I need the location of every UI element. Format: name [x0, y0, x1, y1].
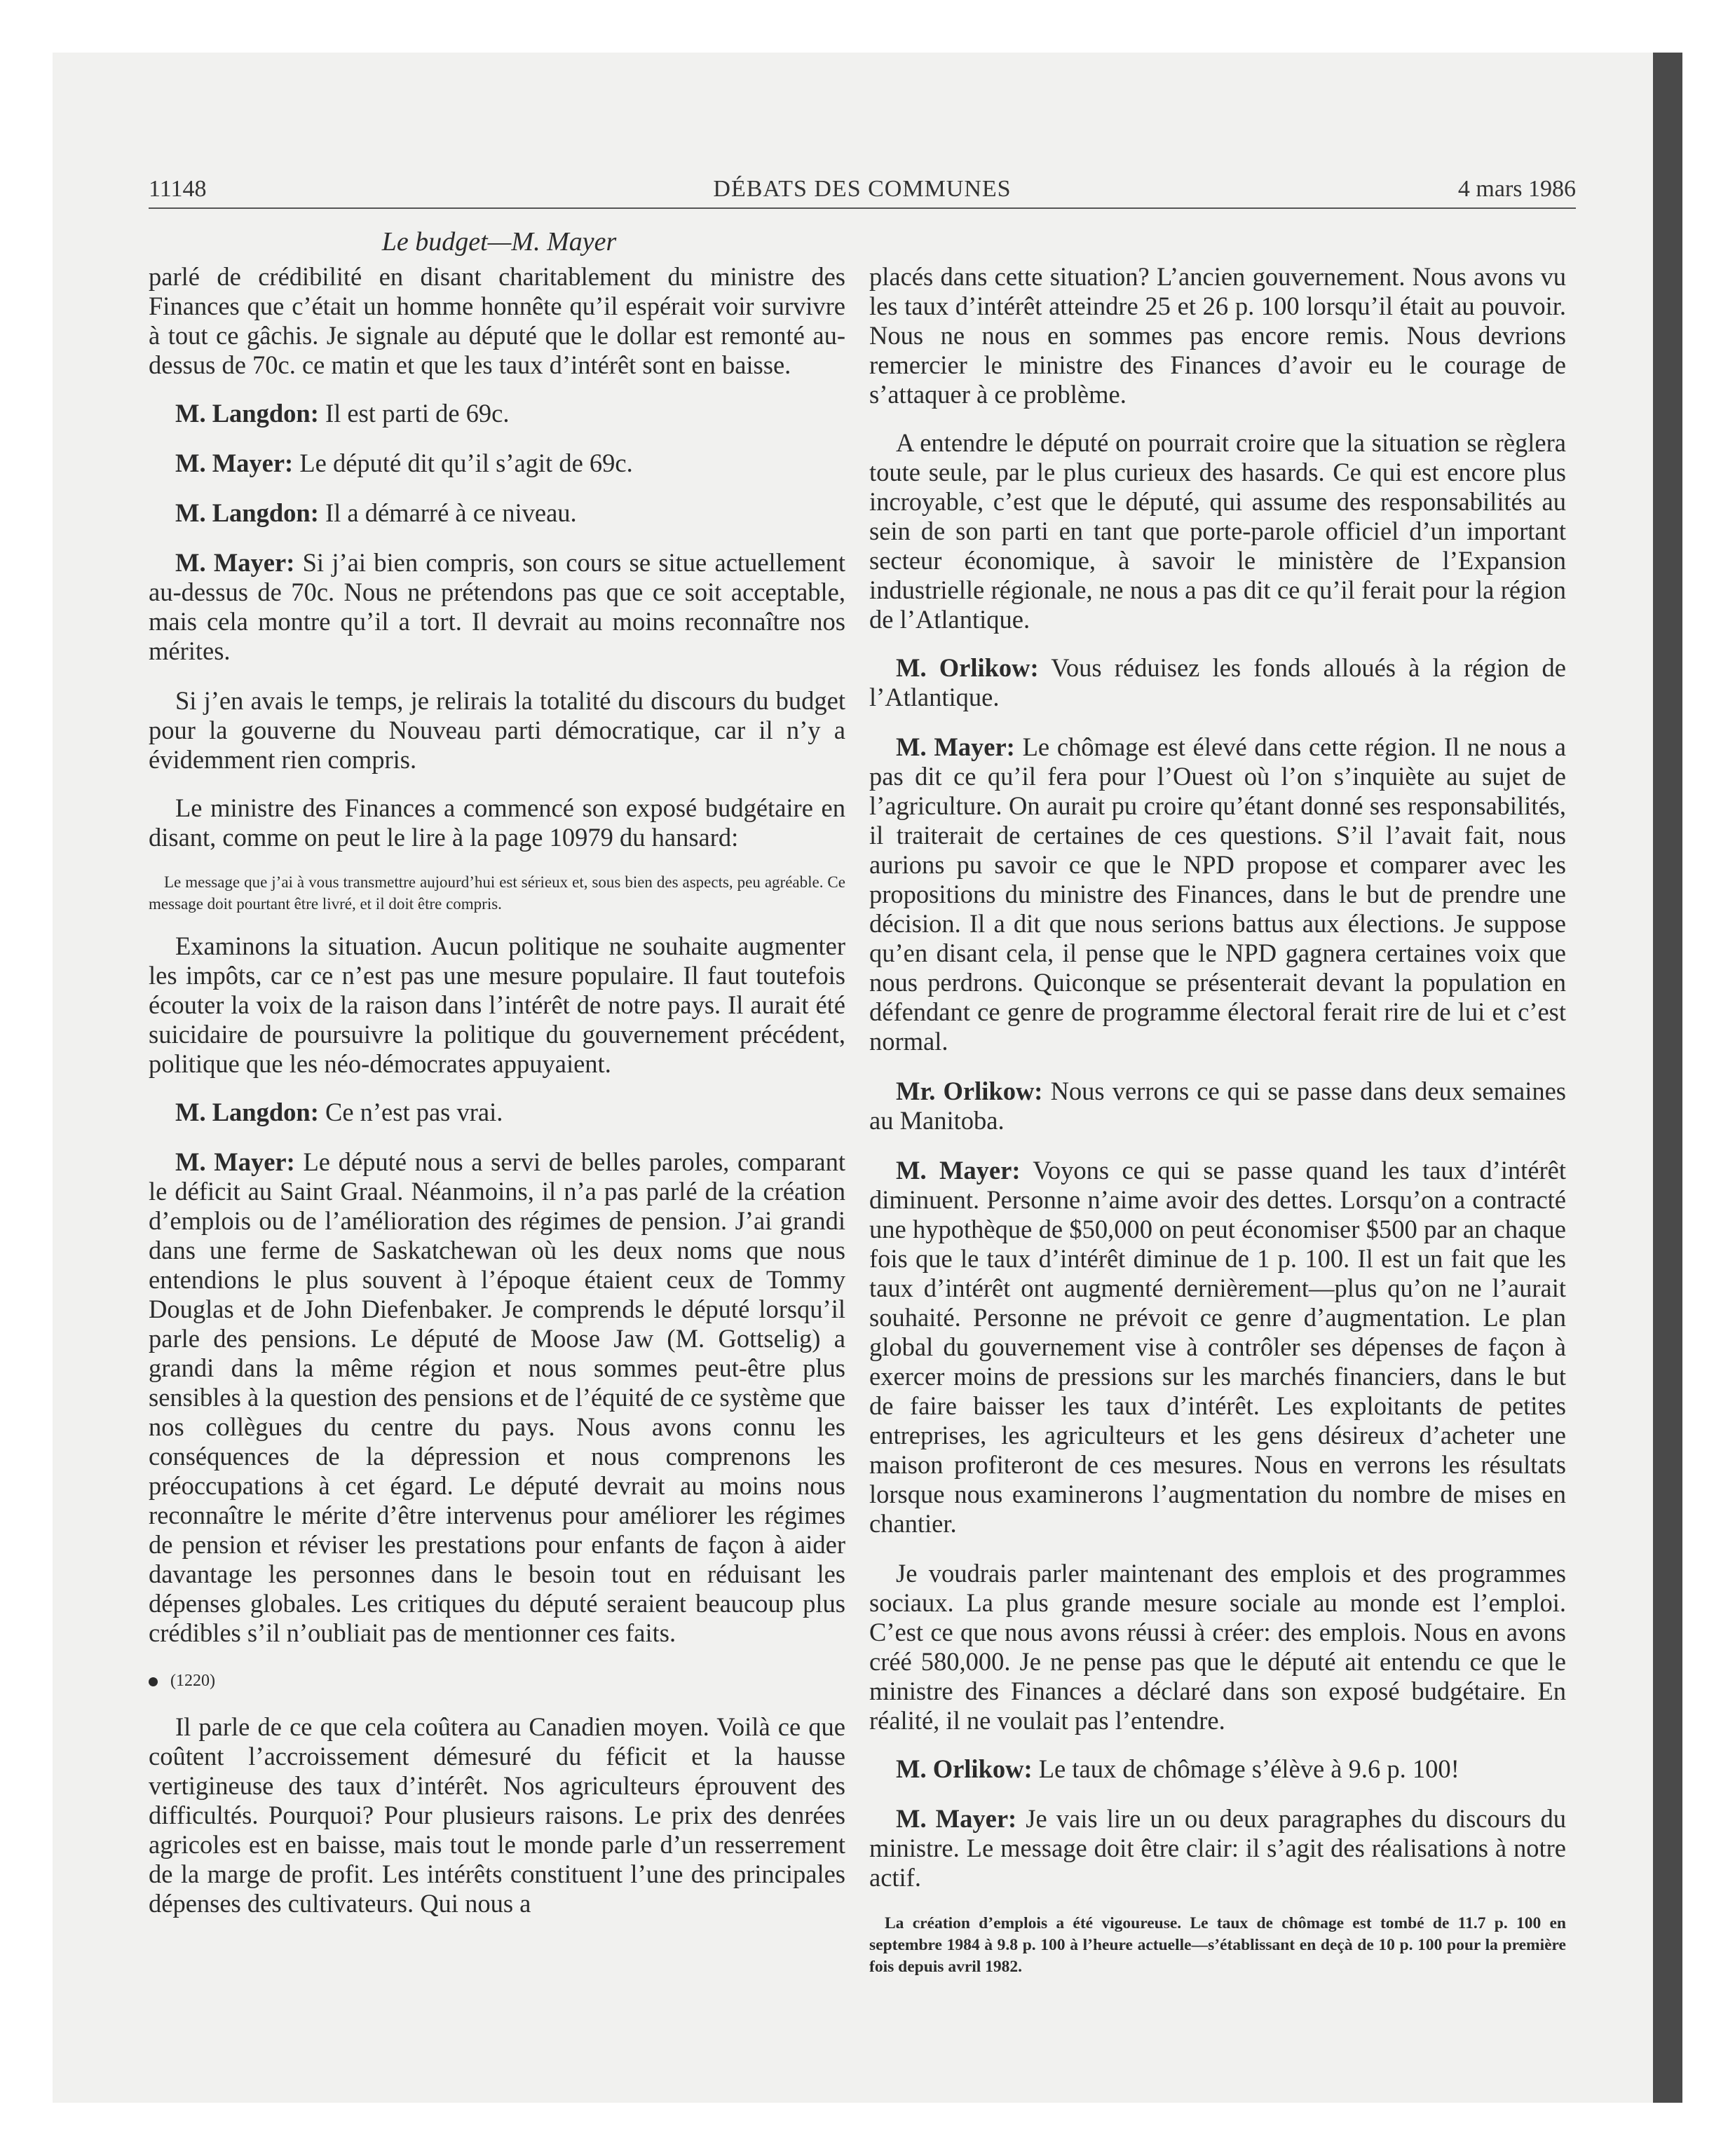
speech-text: Le député nous a servi de belles paroles, comparant le déficit au Saint Graal. Néanmoins, il n’a pas parlé de la création d’emplois ou de l’amélioration des régimes de pension. J’ai grandi dans une ferme de Saskatchewan où les deux noms que nous entendions le plus souvent à l’époque étaient ceux de Tommy Douglas et de John Diefenbaker. Je comprends le député lorsqu’il parle des pensions. Le député de Moose Jaw (M. Gottselig) a grandi dans la même région et nous sommes peut-être plus sensibles à la question des pensions et de l’équité de ce système que nos collègues du centre du pays. Nous avons connu les conséquences de la dépression et nous comprenons les préoccupations à cet égard. Le député devrait au moins nous reconnaître le mérite d’être intervenus pour améliorer les régimes de pension et réviser les prestations pour enfants de façon à aider davantage les personnes dans le besoin tout en réduisant les dépenses globales. Les critiques du député seraient beaucoup plus crédibles s’il n’oubliait pas de mentionner ces faits.	[149, 1147, 845, 1647]
paragraph: parlé de crédibilité en disant charitablement du ministre des Finances que c’était un homme honnête qu’il espérait voir survivre à tout ce gâchis. Je signale au député que le dollar est remonté au-dessus de 70c. ce matin et que les taux d’intérêt sont en baisse.	[149, 262, 845, 379]
speech	[149, 1098, 845, 1127]
publication-title: DÉBATS DES COMMUNES	[713, 176, 1012, 202]
speech-text: Le taux de chômage s’élève à 9.6 p. 100!	[1032, 1754, 1460, 1783]
paragraph: Examinons la situation. Aucun politique ne souhaite augmenter les impôts, car ce n’est pas une mesure populaire. Il faut toutefois écouter la voix de la raison dans l’intérêt de notre pays. Il aurait été suicidaire de poursuivre la politique du gouvernement précédent, politique que les néo-démocrates appuyaient.	[149, 932, 845, 1078]
page-header	[149, 171, 1576, 209]
page-edge-shadow	[1653, 53, 1682, 2103]
speech	[149, 548, 845, 666]
speech-text: Il est parti de 69c.	[318, 399, 510, 428]
paragraph: Il parle de ce que cela coûtera au Canadien moyen. Voilà ce que coûtent l’accroissement démesuré du féficit et la hausse vertigineuse des taux d’intérêt. Nos agriculteurs éprouvent des difficultés. Pourquoi? Pour plusieurs raisons. Le prix des denrées agricoles est en baisse, mais tout le monde parle d’un resserrement de la marge de profit. Les intérêts constituent l’une des principales dépenses des cultivateurs. Qui nous a	[149, 1712, 845, 1918]
speech-text: Le député dit qu’il s’agit de 69c.	[293, 449, 633, 477]
page-date: 4 mars 1986	[1457, 176, 1576, 202]
paragraph: Je voudrais parler maintenant des emplois et des programmes sociaux. La plus grande mesure sociale au monde est l’emploi. C’est ce que nous avons réussi à créer: des emplois. Nous en avons créé 580,000. Je ne pense pas que le député ait entendu ce que le ministre des Finances a déclaré dans son exposé budgétaire. En réalité, il ne voulait pas l’entendre.	[869, 1559, 1566, 1735]
speaker-name: M. Mayer:	[896, 1156, 1021, 1185]
speaker-name: M. Langdon:	[175, 498, 319, 527]
speech	[869, 1077, 1566, 1135]
paragraph: placés dans cette situation? L’ancien gouvernement. Nous avons vu les taux d’intérêt atteindre 25 et 26 p. 100 lorsqu’il était au pouvoir. Nous ne nous en sommes pas encore remis. Nous devrions remercier le ministre des Finances d’avoir eu le courage de s’attaquer à ce problème.	[869, 262, 1566, 409]
speech-text: Vous réduisez les fonds alloués à la région de l’Atlantique.	[869, 653, 1566, 711]
speech	[869, 1156, 1566, 1538]
time-marker	[149, 1670, 845, 1691]
speech-text: Ce n’est pas vrai.	[318, 1098, 503, 1126]
running-head: Le budget—M. Mayer	[381, 227, 617, 257]
paragraph: Le ministre des Finances a commencé son exposé budgétaire en disant, comme on peut le lire à la page 10979 du hansard:	[149, 793, 845, 852]
speech	[869, 653, 1566, 712]
block-quote: La création d’emplois a été vigoureuse. Le taux de chômage est tombé de 11.7 p. 100 en septembre 1984 à 9.8 p. 100 à l’heure actuelle—s’établissant en deçà de 10 p. 100 pour la première fois depuis avril 1982.	[869, 1914, 1566, 1976]
block-quote: Le message que j’ai à vous transmettre aujourd’hui est sérieux et, sous bien des aspects, peu agréable. Ce message doit pourtant être livré, et il doit être compris.	[149, 873, 845, 913]
speaker-name: M. Langdon:	[175, 1098, 319, 1126]
bullet-icon	[149, 1677, 158, 1686]
speech	[149, 399, 845, 428]
speaker-name: Mr. Orlikow:	[896, 1077, 1043, 1105]
speaker-name: M. Mayer:	[175, 449, 294, 477]
speech-text: Je vais lire un ou deux paragraphes du discours du ministre. Le message doit être clair: il s’agit des réalisations à notre actif.	[869, 1804, 1566, 1892]
right-column	[869, 262, 1566, 1995]
speaker-name: M. Mayer:	[896, 732, 1015, 761]
speech	[869, 1804, 1566, 1892]
left-column	[149, 262, 845, 1937]
paragraph: A entendre le député on pourrait croire que la situation se règlera toute seule, par le plus curieux des hasards. Ce qui est encore plus incroyable, c’est que le député, qui assume des responsabilités au sein de son parti en tant que porte-parole officiel d’un important secteur économique, à savoir le ministère de l’Expansion industrielle régionale, ne nous a pas dit ce qu’il ferait pour la région de l’Atlantique.	[869, 428, 1566, 634]
speech-text: Il a démarré à ce niveau.	[318, 498, 577, 527]
speech	[149, 498, 845, 528]
speaker-name: M. Orlikow:	[896, 653, 1039, 682]
time-marker-text: (1220)	[170, 1672, 215, 1690]
speaker-name: M. Mayer:	[175, 1147, 295, 1176]
paragraph: Si j’en avais le temps, je relirais la totalité du discours du budget pour la gouverne du Nouveau parti démocratique, car il n’y a évidemment rien compris.	[149, 686, 845, 774]
speaker-name: M. Mayer:	[175, 548, 295, 577]
page-number: 11148	[149, 176, 207, 202]
speech-text: Le chômage est élevé dans cette région. Il ne nous a pas dit ce qu’il fera pour l’Ouest où l’on s’inquiète au sujet de l’agriculture. On aurait pu croire qu’étant donné ses responsabilités, il traiterait de certaines de ces questions. S’il l’avait fait, nous aurions pu savoir ce que le NPD propose et comparer avec les propositions du ministre des Finances, dans le but de prendre une décision. Il a dit que nous serions battus aux élections. Je suppose qu’en disant cela, il pense que le NPD gagnera certaines voix que nous perdrons. Quiconque se présenterait devant la population en défendant ce genre de programme électoral ferait rire de lui et c’est normal.	[869, 732, 1566, 1056]
speaker-name: M. Orlikow:	[896, 1754, 1033, 1783]
speech	[869, 1754, 1566, 1784]
speech-text: Si j’ai bien compris, son cours se situe actuellement au-dessus de 70c. Nous ne prétendons pas que ce soit acceptable, mais cela montre qu’il a tort. Il devrait au moins reconnaître nos mérites.	[149, 548, 845, 665]
speech-text: Voyons ce qui se passe quand les taux d’intérêt diminuent. Personne n’aime avoir des dettes. Lorsqu’on a contracté une hypothèque de $50,000 on peut économiser $500 par an chaque fois que le taux d’intérêt diminue de 1 p. 100. Il est un fait que les taux d’intérêt ont augmenté dernièrement—plus qu’on ne l’aurait souhaité. Personne ne prévoit ce genre d’augmentation. Le plan global du gouvernement vise à contrôler ses dépenses de façon à exercer moins de pressions sur les marchés financiers, dans le but de faire baisser les taux d’intérêt. Les exploitants de petites entreprises, les agriculteurs et les gens désireux d’acheter une maison profiteront de ces mesures. Nous en verrons les résultats lorsque nous examinerons l’augmentation du nombre de mises en chantier.	[869, 1156, 1566, 1538]
speech	[869, 732, 1566, 1056]
speaker-name: M. Langdon:	[175, 399, 319, 428]
speaker-name: M. Mayer:	[896, 1804, 1017, 1833]
speech	[149, 1147, 845, 1648]
speech-text: Nous verrons ce qui se passe dans deux semaines au Manitoba.	[869, 1077, 1566, 1135]
speech	[149, 449, 845, 478]
